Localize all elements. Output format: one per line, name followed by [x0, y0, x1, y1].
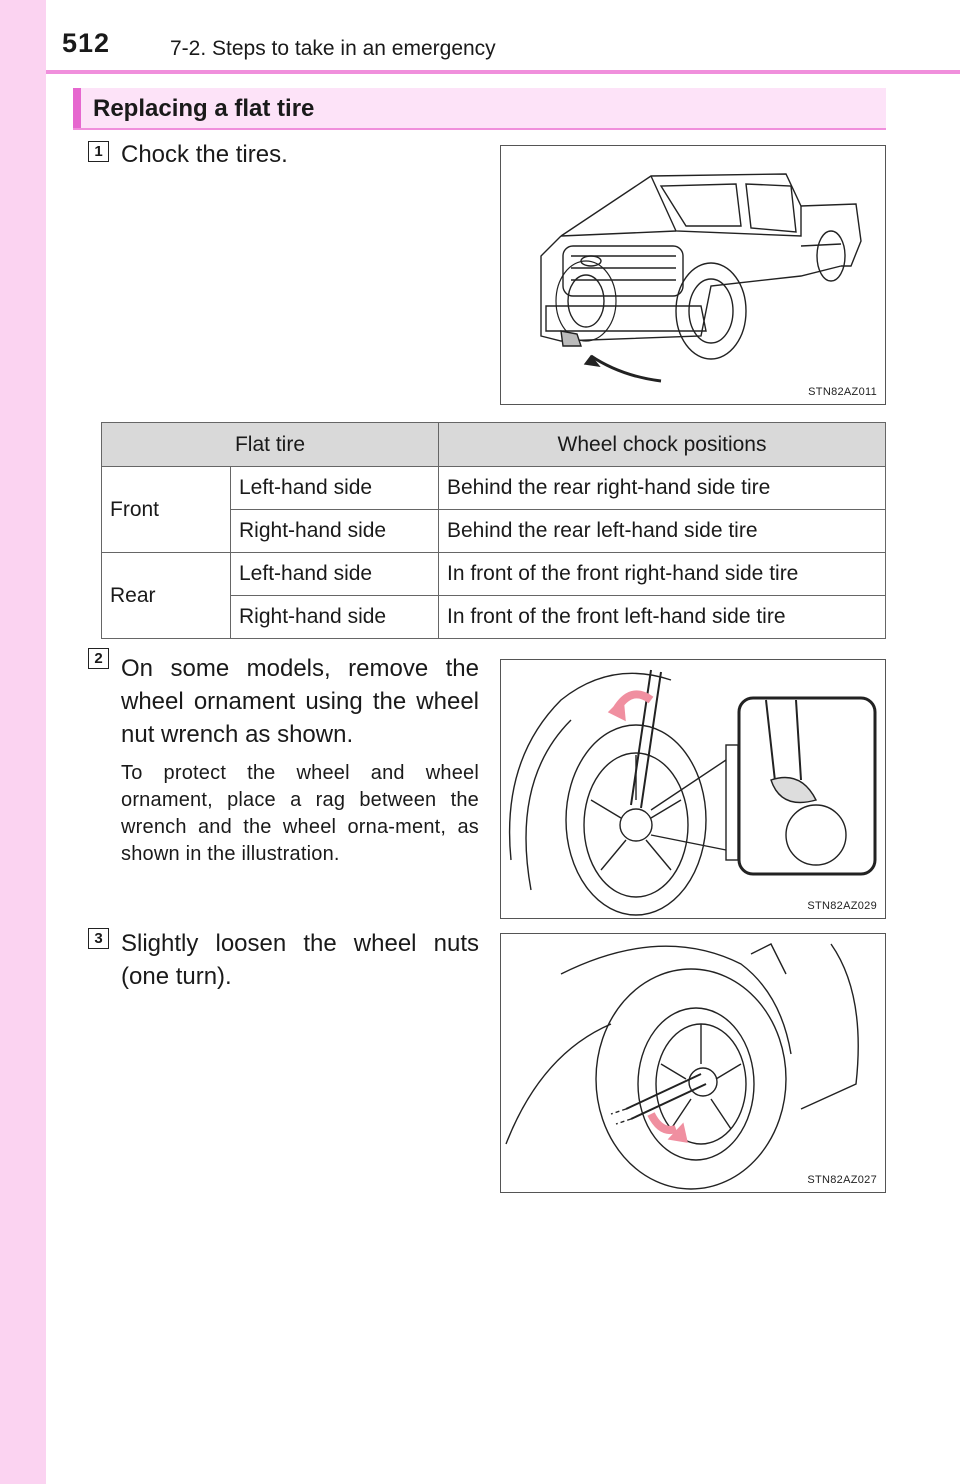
- step-number-3: 3: [88, 928, 109, 949]
- figure-code: STN82AZ027: [807, 1174, 877, 1186]
- wheel-chock-table: [101, 422, 886, 639]
- table-cell-position: In front of the front left-hand side tire: [439, 596, 886, 639]
- table-cell-position: In front of the front right-hand side tire: [439, 553, 886, 596]
- section-title: Replacing a flat tire: [93, 95, 315, 122]
- page-number: 512: [62, 28, 111, 58]
- table-cell-side: Right-hand side: [231, 510, 439, 553]
- table-cell-side: Left-hand side: [231, 467, 439, 510]
- table-header-row: [102, 423, 886, 467]
- table-header-chock-positions: Wheel chock positions: [439, 423, 886, 467]
- figure-code: STN82AZ011: [808, 386, 877, 398]
- section-accent: [73, 88, 81, 128]
- step-number-2: 2: [88, 648, 109, 669]
- figure-remove-ornament: [500, 659, 886, 919]
- side-color-band: [0, 0, 46, 1484]
- table-cell-side: Right-hand side: [231, 596, 439, 639]
- table-header-flat-tire: Flat tire: [102, 423, 439, 467]
- figure-loosen-nuts: [500, 933, 886, 1193]
- header-rule: [46, 70, 960, 74]
- table-group-front: Front: [102, 467, 231, 553]
- table-cell-position: Behind the rear right-hand side tire: [439, 467, 886, 510]
- step-number-1: 1: [88, 141, 109, 162]
- section-header: [73, 88, 886, 130]
- step-3-text: Slightly loosen the wheel nuts (one turn).: [121, 930, 479, 990]
- step-2-text: On some models, remove the wheel ornament using the wheel nut wrench as shown.: [121, 655, 479, 748]
- step-2-note: To protect the wheel and wheel ornament, place a rag between the wrench and the wheel orna-ment, as shown in the illustration.: [121, 762, 479, 865]
- chapter-title: 7-2. Steps to take in an emergency: [170, 37, 496, 60]
- table-cell-position: Behind the rear left-hand side tire: [439, 510, 886, 553]
- table-row: [102, 467, 886, 510]
- figure-truck-chocked: [500, 145, 886, 405]
- table-group-rear: Rear: [102, 553, 231, 639]
- figure-code: STN82AZ029: [807, 900, 877, 912]
- table-row: [102, 553, 886, 596]
- step-1-text: Chock the tires.: [121, 141, 288, 168]
- table-cell-side: Left-hand side: [231, 553, 439, 596]
